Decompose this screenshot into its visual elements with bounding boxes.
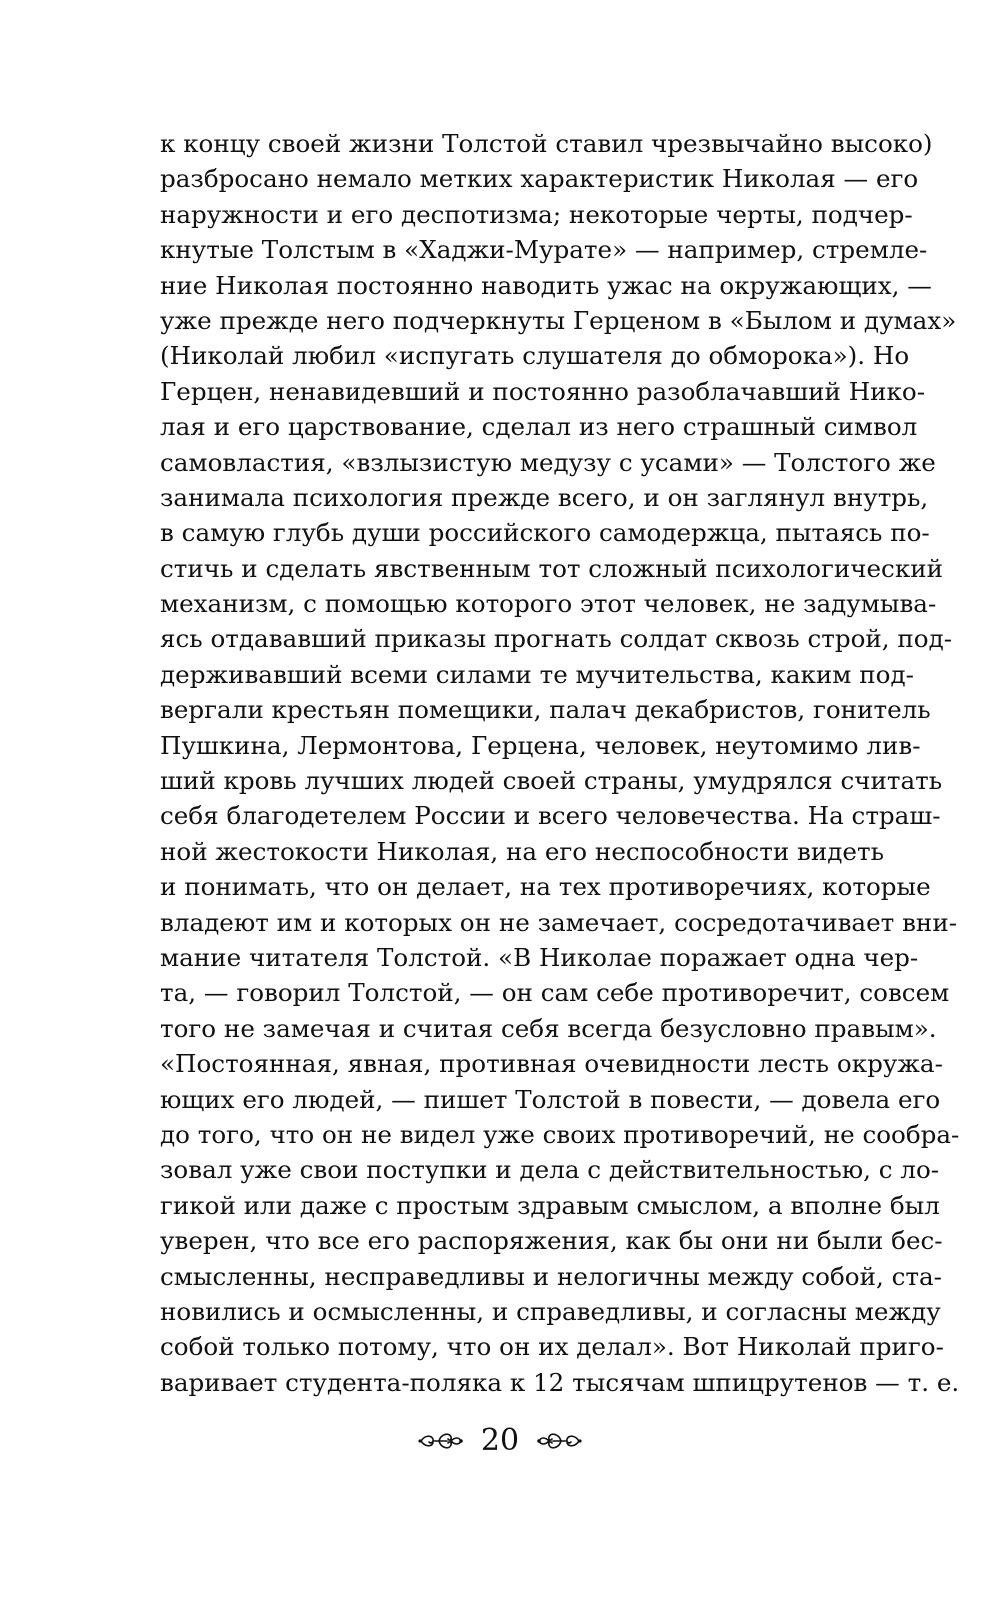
text-line: уверен, что все его распоряжения, как бы они ни были бес- xyxy=(160,1226,943,1256)
text-line: зовал уже свои поступки и дела с действительностью, с ло- xyxy=(160,1155,940,1185)
text-line: Герцен, ненавидевший и постоянно разоблачавший Нико- xyxy=(160,376,926,406)
text-line: Пушкина, Лермонтова, Герцена, человек, неутомимо лив- xyxy=(160,730,921,760)
text-line: собой только потому, что он их делал». Вот Николай приго- xyxy=(160,1332,944,1362)
text-line: варивает студента-поляка к 12 тысячам шпицрутенов — т. е. xyxy=(160,1367,960,1397)
text-line: вергали крестьян помещики, палач декабристов, гонитель xyxy=(160,695,931,725)
text-line: ние Николая постоянно наводить ужас на окружающих, — xyxy=(160,270,932,300)
text-line: того не замечая и считая себя всегда безусловно правым». xyxy=(160,1013,937,1043)
text-line: новились и осмысленны, и справедливы, и согласны между xyxy=(160,1296,941,1326)
text-line: та, — говорил Толстой, — он сам себе противоречит, совсем xyxy=(160,978,950,1008)
text-line: до того, что он не видел уже своих противоречий, не сообра- xyxy=(160,1119,960,1149)
text-line: ющих его людей, — пишет Толстой в повести, — довела его xyxy=(160,1084,941,1114)
text-line: ясь отдававший приказы прогнать солдат сквозь строй, под- xyxy=(160,624,953,654)
text-line: (Николай любил «испугать слушателя до обморока»). Но xyxy=(160,341,910,371)
text-line: и понимать, что он делает, на тех противоречиях, которые xyxy=(160,872,931,902)
text-line: в самую глубь души российского самодержца, пытаясь по- xyxy=(160,518,930,548)
text-line: лая и его царствование, сделал из него страшный символ xyxy=(160,412,918,442)
text-line: ной жестокости Николая, на его неспособности видеть xyxy=(160,836,884,866)
text-line: гикой или даже с простым здравым смыслом, а вполне был xyxy=(160,1190,940,1220)
text-line: ший кровь лучших людей своей страны, умудрялся считать xyxy=(160,766,943,796)
page-number: 20 xyxy=(480,1423,520,1458)
text-line: разбросано немало метких характеристик Николая — его xyxy=(160,164,919,194)
text-line: себя благодетелем России и всего человечества. На страш- xyxy=(160,801,941,831)
text-line: держивавший всеми силами те мучительства, каким под- xyxy=(160,659,914,689)
text-line: смысленны, несправедливы и нелогичны между собой, ста- xyxy=(160,1261,942,1291)
flourish-left-icon xyxy=(417,1426,465,1456)
text-line: механизм, с помощью которого этот человек, не задумыва- xyxy=(160,589,937,619)
text-line: занимала психология прежде всего, и он заглянул внутрь, xyxy=(160,482,929,512)
text-line: наружности и его деспотизма; некоторые черты, подчер- xyxy=(160,199,913,229)
flourish-right-icon xyxy=(535,1426,583,1456)
text-line: «Постоянная, явная, противная очевидности лесть окружа- xyxy=(160,1049,943,1079)
body-text xyxy=(160,126,960,1400)
text-line: владеют им и которых он не замечает, сосредотачивает вни- xyxy=(160,907,958,937)
text-line: мание читателя Толстой. «В Николае поражает одна чер- xyxy=(160,942,919,972)
text-line: кнутые Толстым в «Хаджи-Мурате» — например, стремле- xyxy=(160,235,928,265)
text-line: к концу своей жизни Толстой ставил чрезвычайно высоко) xyxy=(160,129,933,158)
text-line: стичь и сделать явственным тот сложный психологический xyxy=(160,553,943,583)
page-footer xyxy=(0,1418,1000,1464)
text-line: самовластия, «взлызистую медузу с усами» — Толстого же xyxy=(160,447,936,477)
text-line: уже прежде него подчеркнуты Герценом в «Былом и думах» xyxy=(160,305,957,335)
